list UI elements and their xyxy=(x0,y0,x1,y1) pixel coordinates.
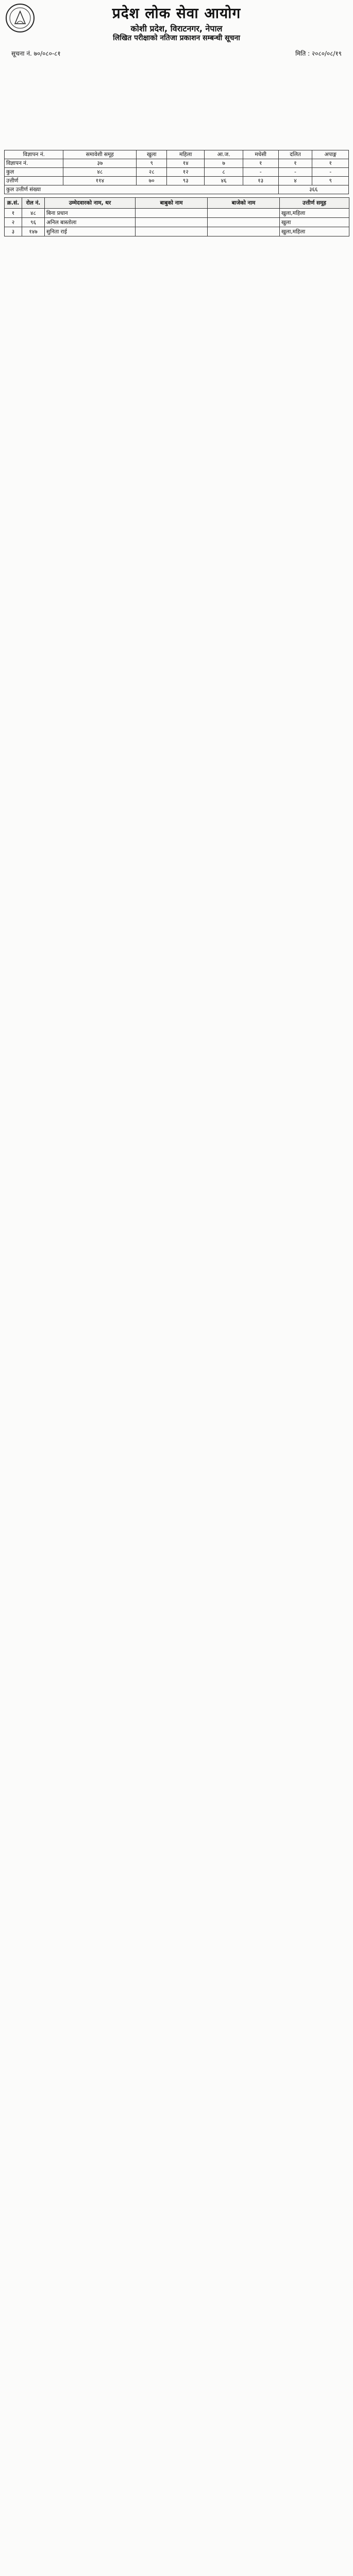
results-col-header: उम्मेदवारको नाम, थर xyxy=(45,198,136,209)
summary-cell: १४ xyxy=(167,159,205,168)
notice-date: मिति : २०८०/०८/१९ xyxy=(295,50,342,57)
summary-row-label: उत्तीर्ण xyxy=(5,177,63,185)
summary-cell: ८ xyxy=(205,168,243,177)
summary-col-header: समावेशी समूह xyxy=(63,150,137,159)
table-cell xyxy=(136,227,208,236)
summary-cell: ३७ xyxy=(63,159,137,168)
page-title: प्रदेश लोक सेवा आयोग xyxy=(112,5,241,22)
table-cell: खुला xyxy=(280,218,349,227)
notice-header xyxy=(0,0,353,49)
results-col-header: उत्तीर्ण समूह xyxy=(280,198,349,209)
table-cell: ९६ xyxy=(22,218,45,227)
summary-total-row xyxy=(5,185,349,194)
results-col-header: बाबुको नाम xyxy=(136,198,208,209)
summary-col-header: आ.ज. xyxy=(205,150,243,159)
summary-row xyxy=(5,177,349,185)
results-header-row xyxy=(5,198,349,209)
table-cell: खुला,महिला xyxy=(280,209,349,218)
summary-cell: - xyxy=(312,168,349,177)
summary-row-label: कुल xyxy=(5,168,63,177)
summary-cell: १ xyxy=(312,159,349,168)
summary-cell: ११४ xyxy=(63,177,137,185)
summary-total-label: कुल उत्तीर्ण संख्या xyxy=(5,185,279,194)
summary-col-header: खुला xyxy=(137,150,167,159)
table-cell: ३ xyxy=(5,227,22,236)
summary-row xyxy=(5,159,349,168)
summary-cell: ४८ xyxy=(63,168,137,177)
summary-cell: - xyxy=(243,168,278,177)
summary-total-value: ३६६ xyxy=(278,185,348,194)
summary-cell: ९ xyxy=(312,177,349,185)
notice-meta xyxy=(0,49,353,58)
summary-row xyxy=(5,168,349,177)
summary-cell: १ xyxy=(278,159,312,168)
summary-cell: ९३ xyxy=(167,177,205,185)
summary-col-header: महिला xyxy=(167,150,205,159)
notice-subtitle: लिखित परीक्षाको नतिजा प्रकाशन सम्बन्धी सूचना xyxy=(113,34,240,42)
summary-cell: - xyxy=(278,168,312,177)
summary-cell: ७ xyxy=(205,159,243,168)
table-cell xyxy=(208,209,280,218)
summary-row-label: विज्ञापन नं. xyxy=(5,159,63,168)
table-row xyxy=(5,227,349,236)
summary-table xyxy=(4,150,349,194)
results-col-header: रोल नं. xyxy=(22,198,45,209)
table-cell: १४७ xyxy=(22,227,45,236)
table-cell xyxy=(208,218,280,227)
summary-cell: १ xyxy=(243,159,278,168)
results-col-header: क्र.सं. xyxy=(5,198,22,209)
summary-cell: ७० xyxy=(137,177,167,185)
table-cell: ४८ xyxy=(22,209,45,218)
notice-paragraph xyxy=(0,58,353,148)
table-cell xyxy=(136,218,208,227)
summary-cell: ४ xyxy=(278,177,312,185)
summary-cell: १३ xyxy=(243,177,278,185)
table-cell: १ xyxy=(5,209,22,218)
table-cell: सुनिता राई xyxy=(45,227,136,236)
summary-cell: ९ xyxy=(137,159,167,168)
summary-col-header: मधेसी xyxy=(243,150,278,159)
results-table xyxy=(4,197,349,236)
results-col-header: बाजेको नाम xyxy=(208,198,280,209)
office-name: कोशी प्रदेश, विराटनगर, नेपाल xyxy=(130,24,223,33)
table-cell: अनिल बास्तोला xyxy=(45,218,136,227)
summary-cell: १२ xyxy=(167,168,205,177)
summary-col-header: विज्ञापन नं. xyxy=(5,150,63,159)
table-row xyxy=(5,209,349,218)
summary-col-header: दलित xyxy=(278,150,312,159)
table-row xyxy=(5,218,349,227)
summary-cell: ४६ xyxy=(205,177,243,185)
table-cell xyxy=(208,227,280,236)
summary-header-row xyxy=(5,150,349,159)
table-cell: खुला,महिला xyxy=(280,227,349,236)
table-cell: बिना प्रधान xyxy=(45,209,136,218)
summary-cell: २८ xyxy=(137,168,167,177)
table-cell: २ xyxy=(5,218,22,227)
summary-col-header: अपाङ्ग xyxy=(312,150,349,159)
table-cell xyxy=(136,209,208,218)
notice-number: सूचना नं. ७०/०८०-८१ xyxy=(11,50,61,57)
